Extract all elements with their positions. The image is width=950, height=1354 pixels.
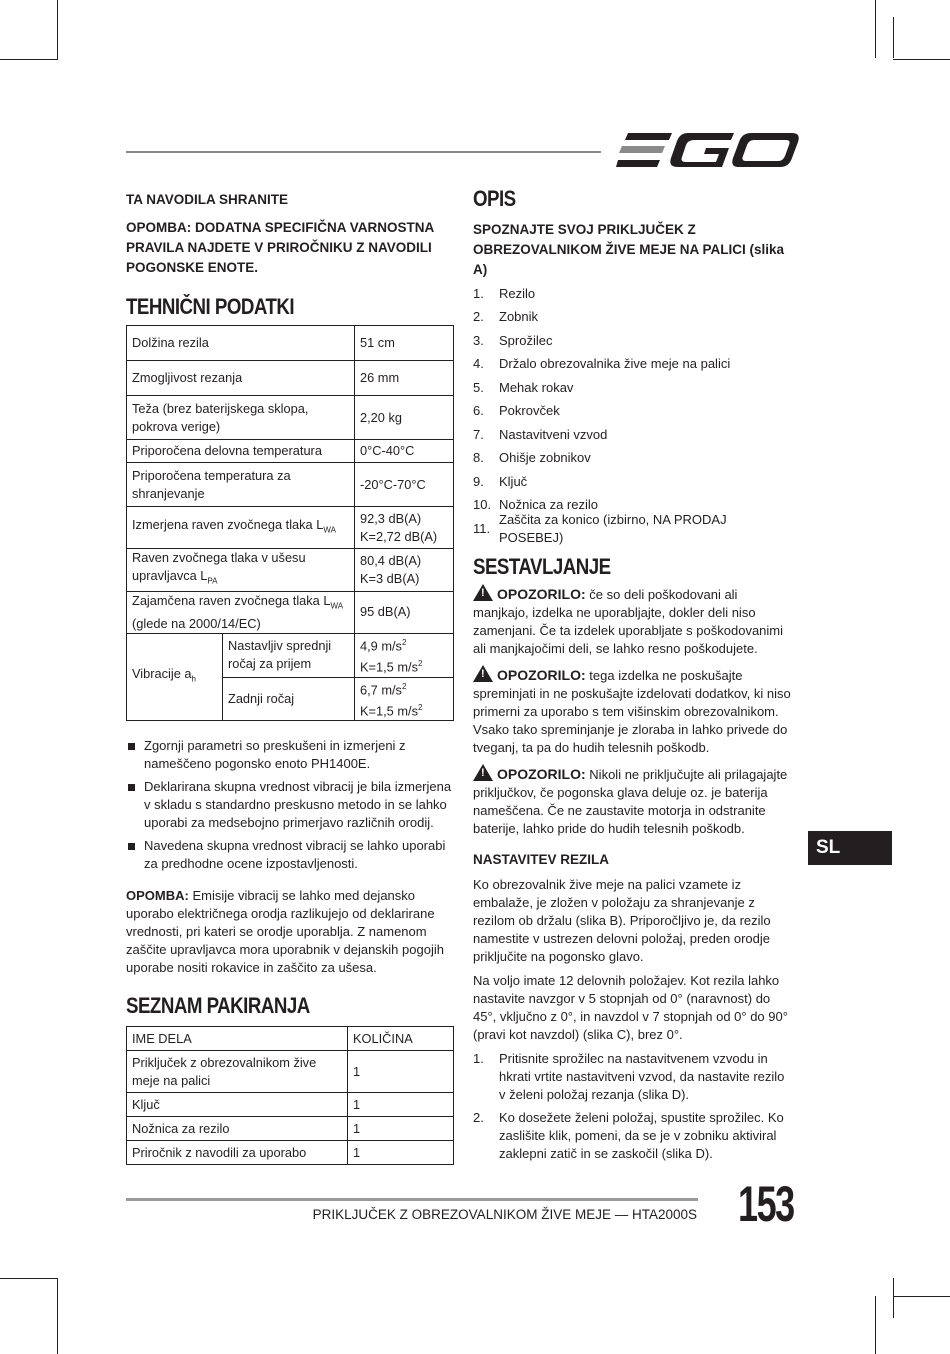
value-line (360, 678, 448, 699)
item-text: Držalo obrezovalnika žive meje na palici (499, 356, 731, 372)
table-row (127, 326, 454, 361)
bullet-item (126, 778, 454, 832)
tech-data-title: TEHNIČNI PODATKI (126, 294, 295, 319)
crop-mark (875, 0, 876, 58)
part-qty: 1 (348, 1117, 454, 1141)
item-text: Nastavitveni vzvod (499, 426, 608, 442)
tech-data-table (126, 325, 454, 721)
crop-mark (893, 17, 894, 58)
bullet-text: Zgornji parametri so preskušeni in izmerjeni z nameščeno pogonsko enoto PH1400E. (144, 738, 406, 772)
item-text: Sprožilec (499, 332, 553, 348)
value-line (360, 634, 448, 655)
subscript: PA (207, 576, 218, 586)
value-text: 6,7 m/s (360, 681, 402, 697)
assembly-title: SESTAVLJANJE (473, 553, 611, 579)
item-number: 8. (473, 450, 484, 466)
warning-text: tega izdelka ne poskušajte spreminjati in ne poskušajte izdelovati dodatkov, ki niso primerni za uporabo s tem višinskim obrezovalnikom. Vsako tako spreminjanje je zloraba in lahko privede do tveganj, ta pa do hudih telesnih poškodb. (473, 667, 791, 755)
part-qty: 1 (348, 1141, 454, 1165)
vibration-note (126, 887, 454, 977)
packing-list-title: SEZNAM PAKIRANJA (126, 993, 310, 1019)
table-header-row (127, 1027, 454, 1051)
note-heading: OPOMBA: DODATNA SPECIFIČNA VARNOSTNA PRAVILA NAJDETE V PRIROČNIKU Z NAVODILI POGONSKE ENOTE. (126, 220, 434, 275)
blade-adjust-heading: NASTAVITEV REZILA (473, 851, 610, 867)
item-number: 3. (473, 332, 484, 348)
value-text: 4,9 m/s (360, 638, 402, 654)
spec-value: 0°C-40°C (355, 440, 454, 463)
warning-label: OPOZORILO: (497, 585, 586, 602)
spec-label: Priporočena delovna temperatura (127, 440, 355, 463)
value-text: K=1,5 m/s (360, 703, 418, 719)
crop-mark (875, 1296, 876, 1354)
spec-label: Zmogljivost rezanja (127, 361, 355, 396)
spec-label-text: Izmerjena raven zvočnega tlaka L (132, 516, 324, 532)
spec-value: 2,20 kg (355, 396, 454, 440)
warning-triangle-icon (473, 764, 493, 781)
item-text: Pokrovček (499, 403, 560, 419)
warning-triangle-icon (473, 584, 493, 601)
value-line (360, 655, 448, 676)
warning-label: OPOZORILO: (497, 765, 586, 782)
part-name: Priročnik z navodili za uporabo (127, 1141, 348, 1165)
warning-paragraph (473, 584, 793, 658)
subscript: WA (330, 601, 344, 611)
spec-sublabel: Nastavljiv sprednji ročaj za prijem (223, 634, 355, 678)
step-number: 2. (473, 1109, 484, 1125)
part-name: Ključ (127, 1093, 348, 1117)
table-row (127, 1093, 454, 1117)
spec-value (355, 507, 454, 549)
spec-value: 95 dB(A) (355, 591, 454, 634)
warning-label: OPOZORILO: (497, 666, 586, 683)
spec-value: 51 cm (355, 326, 454, 361)
item-text: Rezilo (499, 285, 536, 301)
spec-label: Teža (brez baterijskega sklopa, pokrova verige) (127, 396, 355, 440)
left-column (126, 190, 454, 1165)
spec-value (355, 634, 454, 678)
warning-paragraph (473, 665, 793, 757)
part-name: Priključek z obrezovalnikom žive meje na palici (127, 1051, 348, 1093)
table-row (127, 396, 454, 440)
step-text: Ko dosežete želeni položaj, spustite sprožilec. Ko zaslišite klik, pomeni, da se je v zobniku aktiviral zaklepni zatič in se zaskočil (slika D). (499, 1109, 784, 1161)
steps-list (473, 1050, 793, 1163)
spec-label (127, 507, 355, 549)
blade-paragraph: Na voljo imate 12 delovnih položajev. Kot rezila lahko nastavite navzgor v 5 stopnjah od 0° (naravnost) do 45°, vključno z 0°, in navzdol v 7 stopnjah od 0° do 90° (pravi kot navzdol) (slika C), brez 0°. (473, 972, 788, 1042)
warning-text: Nikoli ne priključujte ali prilagajajte priključkov, če pogonska glava deluje oz. je baterija nameščena. Če ne zaustavite motorja in odstranite baterije, lahko pride do hudih telesnih poškodb. (473, 766, 788, 836)
bullet-text: Navedena skupna vrednost vibracij se lahko uporabi za predhodne ocene izpostavljenosti. (144, 838, 446, 872)
parts-list (473, 282, 793, 545)
spec-label: Dolžina rezila (127, 326, 355, 361)
crop-mark (0, 1278, 58, 1279)
table-row (127, 1051, 454, 1093)
spec-label (127, 549, 355, 592)
column-header-qty: KOLIČINA (348, 1027, 454, 1051)
item-number: 5. (473, 379, 484, 395)
note-label: OPOMBA: (126, 888, 189, 904)
description-title: OPIS (473, 186, 516, 211)
note-text: Emisije vibracij se lahko med dejansko uporabo električnega orodja razlikujejo od deklarirane vrednosti, pri kateri se orodje uporablja. Z namenom zaščite upravljavca mora uporabnik v dejanskih pogojih uporabe nositi rokavice in zaščito za ušesa. (126, 888, 444, 976)
warning-text: če so deli poškodovani ali manjkajo, izdelka ne uporabljajte, dokler deli niso zamenjani. Če ta izdelek uporabljate s poškodovanimi ali manjkajočimi deli, se lahko resno poškodujete. (473, 586, 784, 656)
value-text: K=1,5 m/s (360, 659, 418, 675)
spec-label (127, 634, 223, 721)
right-column (473, 186, 793, 1168)
spec-label (127, 591, 355, 634)
spec-label-text: (glede na 2000/14/EC) (132, 616, 261, 632)
item-number: 11. (473, 520, 491, 536)
table-row (127, 507, 454, 549)
spec-value (355, 677, 454, 721)
spec-label-text: Vibracije a (132, 666, 192, 682)
list-item (473, 470, 793, 494)
bullet-square-icon (128, 784, 135, 791)
list-item (473, 353, 793, 377)
superscript: 2 (417, 659, 423, 669)
know-your-tool-heading: SPOZNAJTE SVOJ PRIKLJUČEK Z OBREZOVALNIKOM ŽIVE MEJE NA PALICI (slika A) (473, 222, 785, 277)
item-number: 9. (473, 473, 484, 489)
list-item (473, 511, 793, 545)
item-text: Nožnica za rezilo (499, 497, 598, 513)
value-line: 80,4 dB(A) (360, 552, 422, 568)
part-name: Nožnica za rezilo (127, 1117, 348, 1141)
footer-rule (126, 1198, 698, 1201)
subscript: h (191, 674, 196, 684)
item-text: Zaščita za konico (izbirno, NA PRODAJ POSEBEJ) (499, 511, 727, 545)
part-qty: 1 (348, 1051, 454, 1093)
spec-value: 26 mm (355, 361, 454, 396)
warning-triangle-icon (473, 665, 493, 682)
value-line: K=3 dB(A) (360, 570, 420, 586)
bullet-square-icon (128, 743, 135, 750)
blade-paragraph: Ko obrezovalnik žive meje na palici vzamete iz embalaže, je zložen v položaju za shranjevanje z rezilom ob držalu (slika B). Priporočljivo je, da rezilo namestite v ustrezen delovni položaj, preden orodje priključite na pogonsko glavo. (473, 876, 771, 964)
table-row (127, 634, 454, 678)
crop-mark (57, 0, 58, 60)
spec-value: -20°C-70°C (355, 463, 454, 507)
spec-value (355, 549, 454, 592)
spec-sublabel: Zadnji ročaj (223, 677, 355, 721)
superscript: 2 (417, 702, 423, 712)
item-text: Ohišje zobnikov (499, 450, 591, 466)
list-item (473, 282, 793, 306)
crop-mark (893, 59, 950, 60)
spec-label-text: Zajamčena raven zvočnega tlaka L (132, 592, 331, 608)
part-qty: 1 (348, 1093, 454, 1117)
bullet-square-icon (128, 843, 135, 850)
crop-mark (0, 59, 58, 60)
step-item (473, 1109, 793, 1163)
footer-title: PRIKLJUČEK Z OBREZOVALNIKOM ŽIVE MEJE — HTA2000S (312, 1207, 697, 1222)
table-row (127, 549, 454, 592)
packing-list-table (126, 1026, 454, 1165)
list-item (473, 400, 793, 424)
ego-logo (616, 131, 800, 169)
page-number: 153 (738, 1176, 794, 1232)
item-number: 10. (473, 497, 492, 513)
table-row (127, 1141, 454, 1165)
table-row (127, 463, 454, 507)
list-item (473, 306, 793, 330)
spec-label: Priporočena temperatura za shranjevanje (127, 463, 355, 507)
list-item (473, 423, 793, 447)
value-line: 92,3 dB(A) (360, 510, 422, 526)
save-heading: TA NAVODILA SHRANITE (126, 192, 288, 207)
superscript: 2 (401, 638, 407, 648)
crop-mark (893, 1296, 950, 1297)
step-text: Pritisnite sprožilec na nastavitvenem vzvodu in hkrati vrtite nastavitveni vzvod, da nastavite rezilo v želeni položaj rezanja (slika D). (499, 1050, 785, 1102)
item-number: 1. (473, 285, 484, 301)
item-text: Zobnik (499, 309, 539, 325)
column-header-name: IME DELA (127, 1027, 348, 1051)
value-line (360, 699, 448, 720)
list-item (473, 329, 793, 353)
item-text: Ključ (499, 473, 528, 489)
table-row (127, 440, 454, 463)
spec-label-text: Raven zvočnega tlaka v ušesu upravljavca L (132, 550, 306, 583)
table-row (127, 591, 454, 634)
bullet-item (126, 737, 454, 773)
crop-mark (893, 1278, 894, 1318)
item-text: Mehak rokav (499, 379, 574, 395)
list-item (473, 447, 793, 471)
notes-bullets (126, 737, 454, 873)
superscript: 2 (401, 681, 407, 691)
bullet-item (126, 837, 454, 873)
bullet-text: Deklarirana skupna vrednost vibracij je bila izmerjena v skladu s standardno preskusno metodo in se lahko uporabi za medsebojno primerjavo različnih orodij. (144, 779, 452, 831)
language-tab: SL (808, 831, 892, 865)
step-item (473, 1050, 793, 1104)
subscript: WA (323, 525, 336, 535)
item-number: 4. (473, 356, 484, 372)
header-rule (126, 151, 601, 153)
step-number: 1. (473, 1050, 484, 1066)
item-number: 6. (473, 403, 484, 419)
item-number: 7. (473, 426, 484, 442)
table-row (127, 1117, 454, 1141)
crop-mark (57, 1278, 58, 1354)
table-row (127, 361, 454, 396)
list-item (473, 376, 793, 400)
value-line: K=2,72 dB(A) (360, 528, 438, 544)
warning-paragraph (473, 764, 793, 838)
item-number: 2. (473, 309, 484, 325)
